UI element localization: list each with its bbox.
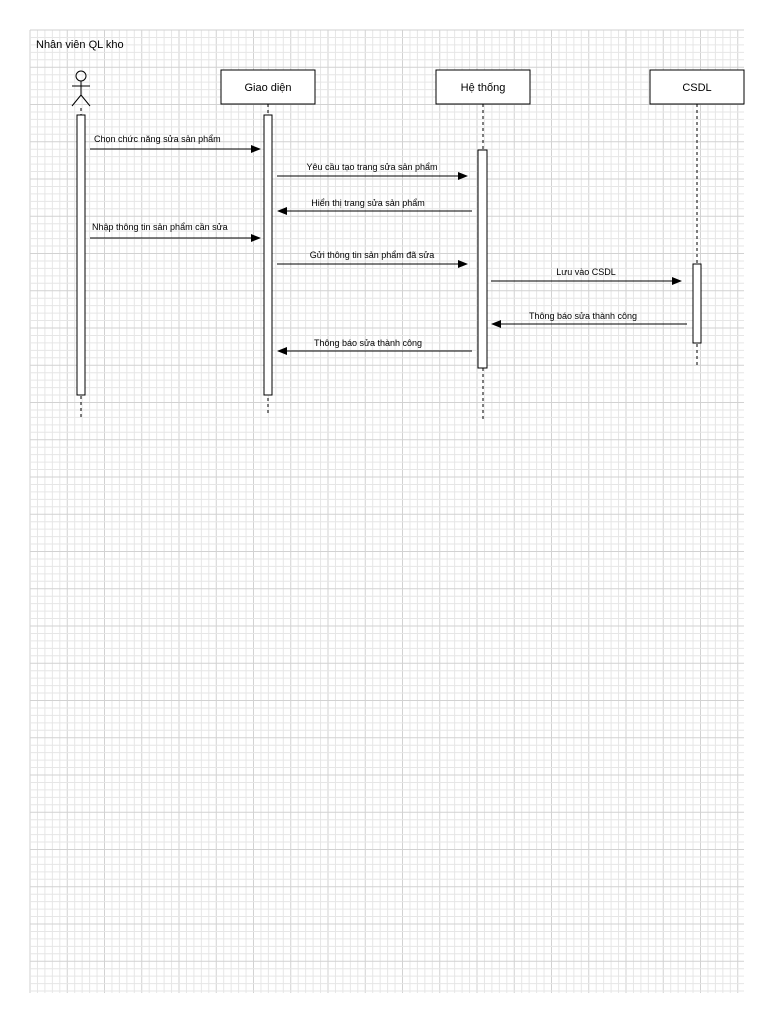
activation-bar-actor bbox=[77, 115, 85, 395]
message-8[interactable] bbox=[278, 338, 472, 351]
message-4[interactable] bbox=[90, 222, 260, 238]
activation-bar-db bbox=[693, 264, 701, 343]
participant-db[interactable] bbox=[650, 70, 744, 104]
message-label: Nhập thông tin sản phẩm cần sửa bbox=[92, 222, 228, 232]
participant-label-ui: Giao diện bbox=[244, 82, 292, 94]
message-6[interactable] bbox=[491, 267, 681, 281]
message-label: Hiển thị trang sửa sản phẩm bbox=[311, 198, 425, 208]
background-grid bbox=[30, 30, 744, 993]
actor-label: Nhân viên QL kho bbox=[36, 39, 124, 51]
message-label: Lưu vào CSDL bbox=[556, 267, 616, 277]
participant-label-system: Hệ thống bbox=[460, 82, 506, 94]
message-label: Gửi thông tin sản phẩm đã sửa bbox=[309, 250, 435, 260]
message-label: Yêu cầu tạo trang sửa sản phẩm bbox=[306, 162, 438, 172]
message-label: Chọn chức năng sửa sản phẩm bbox=[94, 134, 221, 144]
activation-bar-system bbox=[478, 150, 487, 368]
message-label: Thông báo sửa thành công bbox=[313, 338, 423, 348]
participant-system[interactable] bbox=[436, 70, 530, 104]
participant-label-db: CSDL bbox=[682, 82, 712, 94]
activation-bar-ui bbox=[264, 115, 272, 395]
message-label: Thông báo sửa thành công bbox=[528, 311, 638, 321]
participant-ui[interactable] bbox=[221, 70, 315, 104]
actor[interactable] bbox=[36, 39, 124, 106]
